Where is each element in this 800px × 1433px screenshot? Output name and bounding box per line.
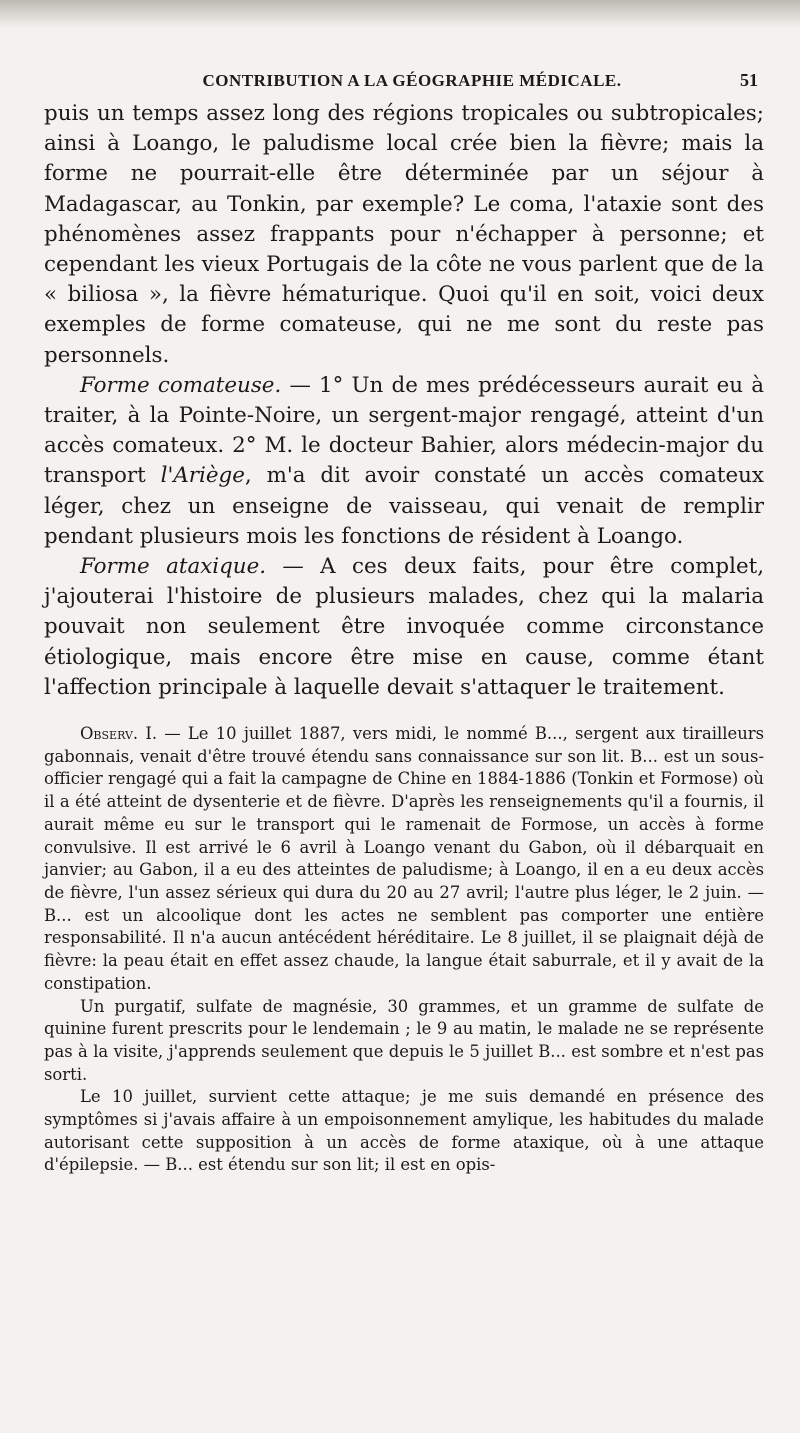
observation-text: — Le 10 juillet 1887, vers midi, le nommé B..., sergent aux tirailleurs gabonnais, venait d'être trouvé étendu sans connaissance sur son lit. B... est un sous-officier rengagé qui a fait la campagne de Chine en 1884-1886 (Tonkin et Formose) où il a été atteint de dysenterie et de fièvre. D'après les renseignements qu'il a fournis, il aurait même eu sur le transport qui le ramenait de Formose, un accès à forme convulsive. Il est arrivé le 6 avril à Loango venant du Gabon, où il débarquait en janvier; au Gabon, il a eu des atteintes de paludisme; à Loango, il en a eu deux accès de fièvre, l'un assez sérieux qui dura du 20 au 27 avril; l'autre plus léger, le 2 juin. — B... est un alcoolique dont les actes ne semblent pas comporter une entière responsabilité. Il n'a aucun antécédent héréditaire. Le 8 juillet, il se plaignait déjà de fièvre: la peau était en effet assez chaude, la langue était saburrale, et il y avait de la constipation. [44,724,764,993]
page-number: 51 [740,70,758,90]
paragraph-text: , m'a dit avoir constaté un accès comateux léger, chez un enseigne de vaisseau, qui venait de remplir pendant plusieurs mois les fonctions de résident à Loango. [44,463,764,549]
observation-notes [44,723,764,1177]
section-label-comateuse: Forme comateuse. [80,372,282,398]
paragraph-forme-ataxique [44,552,764,703]
scan-shadow [0,0,800,28]
observation-label: Observ. I. [80,724,158,744]
running-title: CONTRIBUTION A LA GÉOGRAPHIE MÉDICALE. [202,71,622,90]
page-header [44,70,764,91]
paragraph-forme-comateuse [44,371,764,552]
observation-paragraph: Un purgatif, sulfate de magnésie, 30 grammes, et un gramme de sulfate de quinine furent prescrits pour le lendemain ; le 9 au matin, le malade ne se représente pas à la visite, j'apprends seulement que depuis le 5 juillet B... est sombre et n'est pas sorti. [44,996,764,1084]
section-label-ataxique: Forme ataxique. [80,554,267,580]
observation-paragraph: Le 10 juillet, survient cette attaque; je me suis demandé en présence des symptômes si j'avais affaire à un empoisonnement amylique, les habitudes du malade autorisant cette supposition à un accès de forme ataxique, où à une attaque d'épilepsie. — B... est étendu sur son lit; il est en opis- [44,1087,764,1175]
ship-name: l'Ariège [160,463,245,489]
paragraph-intro: puis un temps assez long des régions tropicales ou subtropicales; ainsi à Loango, le paludisme local crée bien la fièvre; mais la forme ne pourrait-elle être déterminée par un séjour à Madagascar, au Tonkin, par exemple? Le coma, l'ataxie sont des phénomènes assez frappants pour n'échapper à personne; et cependant les vieux Portugais de la côte ne vous parlent que de la « biliosa », la fièvre hématurique. Quoi qu'il en soit, voici deux exemples de forme comateuse, qui ne me sont du reste pas personnels. [44,101,764,368]
paragraph-text: — 1° Un de mes prédécesseurs aurait eu à traiter, à la Pointe-Noire, un sergent-major rengagé, atteint d'un accès comateux. 2° M. le docteur Bahier, alors médecin-major du transport [44,372,764,489]
main-text [44,99,764,703]
paragraph-text: — A ces deux faits, pour être complet, j'ajouterai l'histoire de plusieurs malades, chez qui la malaria pouvait non seulement être invoquée comme circonstance étiologique, mais encore être mise en cause, comme étant l'affection principale à laquelle devait s'attaquer le traitement. [44,554,764,700]
observation-paragraph [44,723,764,995]
